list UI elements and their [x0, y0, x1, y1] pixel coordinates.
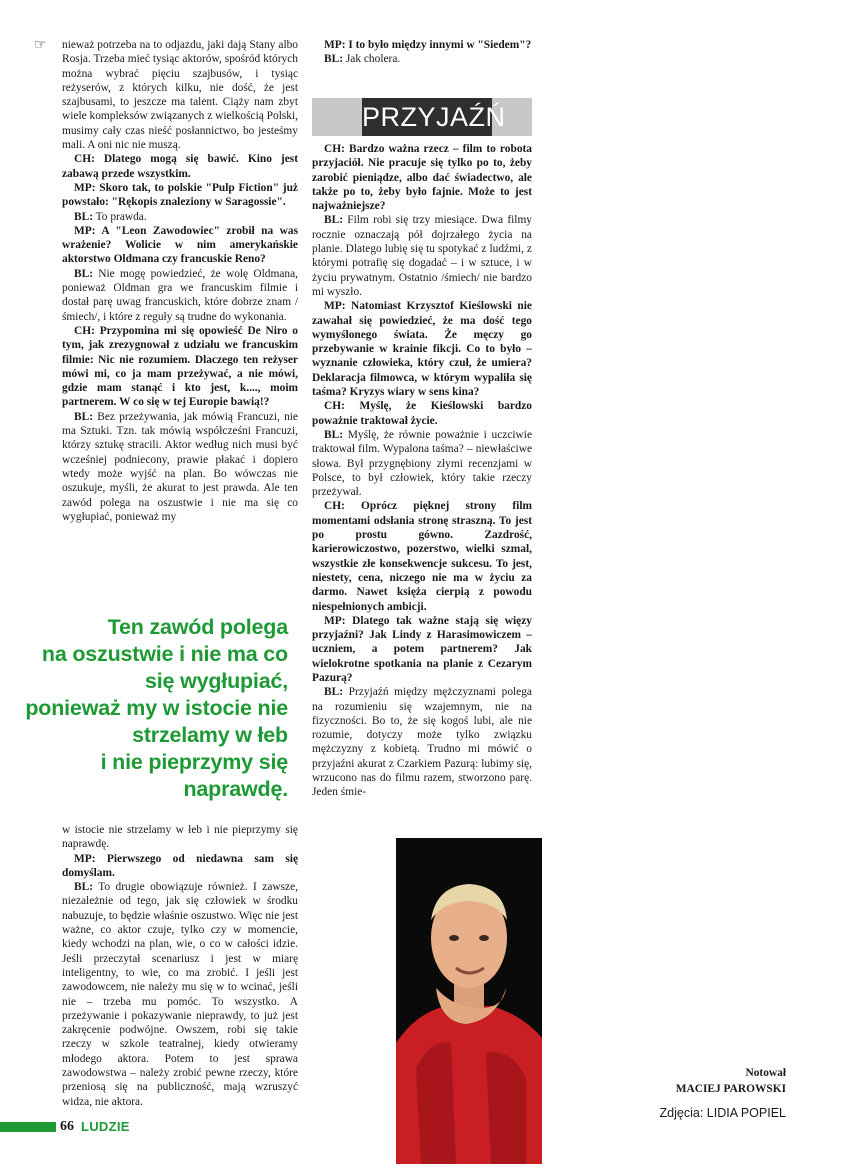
page-number: 66	[60, 1119, 74, 1134]
paragraph	[62, 181, 298, 210]
paragraph	[62, 224, 298, 267]
paragraph	[312, 428, 532, 499]
paragraph-text: Dlatego mogą się bawić. Kino jest zabawą przede wszystkim.	[62, 153, 298, 180]
paragraph-text: Dlatego tak ważne stają się więzy przyjaźni? Jak Lindy z Harasimowiczem – uczniem, a potem partnerem? Jak wielokrotne spotkania na planie z Cezarym Pazurą?	[312, 614, 532, 684]
speaker-tag: BL:	[74, 267, 93, 280]
speaker-tag: BL:	[324, 214, 343, 227]
paragraph	[312, 38, 532, 52]
speaker-tag: CH:	[324, 400, 345, 413]
paragraph-text: Myślę, że Kieślowski bardzo poważnie traktował życie.	[312, 400, 532, 427]
paragraph-text: Przyjaźń między mężczyznami polega na rozumieniu się wzajemnym, nie na fizyczności. Bo to, że się kogoś lubi, ale nie rozumie, dotyczy może tylko związku mężczyzny z kobietą. Trudno mi mówić o przyjaźni akurat z Czarkiem Pazurą: lubimy się, wrzucono nas do filmu razem, stworzono parę. Jeden śmie-	[312, 686, 532, 799]
speaker-tag: MP:	[74, 181, 96, 194]
pull-quote-line: i nie pieprzymy się	[100, 750, 288, 774]
paragraph	[62, 210, 298, 224]
speaker-tag: MP:	[324, 39, 346, 51]
paragraph-text: Jak cholera.	[343, 53, 401, 66]
paragraph-text: To prawda.	[93, 210, 147, 223]
photo-credit: Zdjęcia: LIDIA POPIEL	[659, 1106, 786, 1120]
speaker-tag: CH:	[74, 324, 95, 337]
paragraph	[62, 880, 298, 1109]
paragraph	[62, 152, 298, 181]
column-1-continued	[62, 823, 298, 1109]
paragraph-text: Nie mogę powiedzieć, że wolę Oldmana, ponieważ Oldman gra we francuskim filmie i dostał parę uwag francuskich, które dobrze znam /śmiech/, i które z reguły są trudne do wykonania.	[62, 267, 298, 323]
paragraph-text: nieważ potrzeba na to odjazdu, jaki dają Stany albo Rosja. Trzeba mieć tysiąc aktorów, spośród których można wybrać pięciu szajbusów, i tysiąc reżyserów, z których kilku, nie dość, że jest szajbusami, to jeszcze ma talent. Ciąży nam zbyt wiele kompleksów związanych z wielkością Polski, musimy cały czas nieść posłannictwo, bo jesteśmy mali. A oni nic nie muszą.	[62, 39, 298, 152]
magazine-name: LUDZIE	[81, 1119, 130, 1134]
paragraph	[312, 685, 532, 799]
paragraph	[312, 614, 532, 685]
paragraph	[62, 852, 298, 881]
speaker-tag: BL:	[324, 686, 343, 699]
paragraph-text: Oprócz pięknej strony film momentami odsłania stronę straszną. To jest po prostu gówno. Zazdrość, karierowiczostwo, pozerstwo, wielki szmal, wszystkie złe konsekwencje sukcesu. To jest, niestety, cena, niczego nie ma w życiu za darmo. Nawet księża cierpią z powodu niespełnionych ambicji.	[312, 500, 532, 613]
portrait-photo	[396, 838, 542, 1164]
speaker-tag: CH:	[324, 500, 345, 513]
pull-quote-line: ponieważ my w istocie nie	[25, 696, 288, 720]
footer-accent-bar	[0, 1122, 56, 1132]
pull-quote	[8, 614, 288, 803]
paragraph-text: w istocie nie strzelamy w łeb i nie pieprzymy się naprawdę.	[62, 824, 298, 851]
speaker-tag: BL:	[74, 410, 93, 423]
portrait-illustration	[396, 838, 542, 1164]
paragraph-text: I to było między innymi w "Siedem"?	[345, 39, 532, 51]
paragraph-text: Bez przeżywania, jak mówią Francuzi, nie ma Sztuki. Tzn. tak mówią współcześni Francuzi, którzy sztukę stracili. Aktor według nich musi być wcześniej podniecony, prawie płakać i dopiero wtedy może wyjść na plan. Bo wówczas nie oszukuje, myśli, że akurat to jest prawda. Ale ten zawód polega na oszustwie i nie ma się co wygłupiać, ponieważ my	[62, 410, 298, 523]
speaker-tag: BL:	[324, 53, 343, 66]
section-banner	[312, 98, 532, 136]
paragraph	[312, 52, 532, 66]
section-title: PRZYJAŹŃ	[362, 98, 492, 136]
paragraph	[62, 38, 298, 152]
paragraph	[312, 499, 532, 613]
author-label: Notował	[745, 1067, 786, 1079]
paragraph	[62, 823, 298, 852]
paragraph	[62, 410, 298, 524]
speaker-tag: MP:	[324, 614, 346, 627]
pull-quote-line: Ten zawód polega	[107, 615, 288, 639]
column-2	[312, 142, 532, 800]
speaker-tag: BL:	[324, 428, 343, 441]
pull-quote-line: naprawdę.	[183, 777, 288, 801]
paragraph	[312, 299, 532, 399]
speaker-tag: CH:	[74, 153, 95, 166]
paragraph-text: A "Leon Zawodowiec" zrobił na was wrażenie? Wolicie w nim amerykańskie aktorstwo Oldmana czy francuskie Reno?	[62, 224, 298, 266]
speaker-tag: MP:	[74, 852, 96, 865]
paragraph-text: Skoro tak, to polskie "Pulp Fiction" już powstało: "Rękopis znaleziony w Saragossie".	[62, 181, 298, 209]
speaker-tag: MP:	[74, 224, 96, 237]
paragraph	[312, 213, 532, 299]
page-footer	[0, 1118, 140, 1136]
paragraph-text: Myślę, że równie poważnie i uczciwie traktował film. Wypalona taśma? – niewłaściwe słowa. Był przygnębiony złymi recenzjami w Polsce, to był człowiek, który takie rzeczy przeżywał.	[312, 428, 532, 499]
column-2-top	[312, 38, 532, 67]
speaker-tag: BL:	[74, 210, 93, 223]
author-name: MACIEJ PAROWSKI	[675, 1083, 786, 1095]
speaker-tag: CH:	[324, 143, 345, 155]
pull-quote-line: się wygłupiać,	[145, 669, 288, 693]
pull-quote-line: na oszustwie i nie ma co	[41, 642, 288, 666]
paragraph	[62, 324, 298, 410]
column-1	[62, 38, 298, 524]
paragraph	[62, 267, 298, 324]
speaker-tag: BL:	[74, 881, 93, 894]
paragraph-text: Pierwszego od niedawna sam się domyślam.	[62, 852, 298, 879]
paragraph-text: Natomiast Krzysztof Kieślowski nie zawahał się powiedzieć, że ma dość tego wymyślonego świata. Że męczy go przebywanie w krainie fikcji. Co to było – wyznanie człowieka, który czuł, że umiera? Deklaracja filmowca, w którym wypaliła się taśma? Kryzys wiary w sens kina?	[312, 300, 532, 399]
paragraph	[312, 142, 532, 213]
paragraph	[312, 399, 532, 428]
pull-quote-line: strzelamy w łeb	[132, 723, 288, 747]
paragraph-text: To drugie obowiązuje również. I zawsze, niezależnie od tego, jak się człowiek w środku nabuzuje, to będzie właśnie oszustwo. Więc nie jest ważne, co aktor czuje, tylko czy w momencie, kiedy wchodzi na plan, wie, o co w całości idzie. Jeśli przeczytał scenariusz i jest w miarę inteligentny, to wie, co ma zrobić. I jeśli jest zawodowcem, nie należy mu się w to wcinać, jeśli nie – trzeba mu pomóc. To wszystko. A przeżywanie i pokazywanie nieprawdy, to już jest zakręcenie podwójne. Owszem, robi się takie rzeczy w szkole teatralnej, kiedy otwieramy młodego aktora. Potem to jest sprawa zawodowstwa – należy zrobić pewne rzeczy, które przeniosą się na publiczność, mają wzruszyć widza, nie aktora.	[62, 881, 298, 1108]
paragraph-text: Przypomina mi się opowieść De Niro o tym, jak zrezygnował z udziału we francuskim filmie: Nic nie rozumiem. Dlaczego ten reżyser mówi mi, co ja mam przeżywać, a nie mówi, gdzie mam stanąć i kto jest, k...., moim partnerem. W co się w tej Europie bawią!?	[62, 324, 298, 409]
paragraph-text: Film robi się trzy miesiące. Dwa filmy rocznie oznaczają pół dojrzałego życia na planie. Dlatego lubię się tu spotykać z ludźmi, z którymi potrafię się dogadać – i w sztuce, i w życiu prywatnym. Ostatnio /śmiech/ nie bardzo mi wyszło.	[312, 214, 532, 298]
speaker-tag: MP:	[324, 300, 346, 313]
paragraph-text: Bardzo ważna rzecz – film to robota przyjaciół. Nie pracuje się tylko po to, żeby zarobić pieniądze, albo dać świadectwo, ale także po to, żeby było fajnie. Może to jest najważniejsze?	[312, 143, 532, 213]
pointing-hand-icon: ☞	[34, 37, 47, 53]
